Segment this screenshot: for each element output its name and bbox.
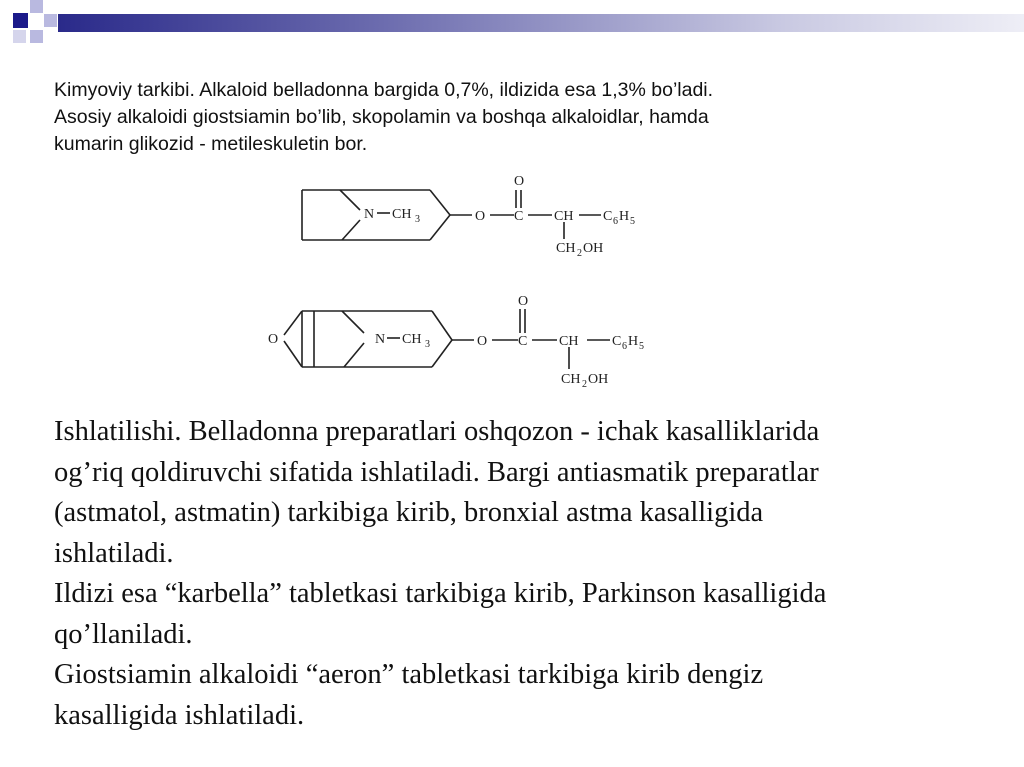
formula-label: CH [402,332,422,347]
usage-line: og’riq qoldiruvchi sifatida ishlatiladi. Bargi antiasmatik preparatlar [54,456,819,488]
formula-diagram [262,285,647,400]
usage-line: Ishlatilishi. Belladonna preparatlari oshqozon - ichak kasalliklarida [54,416,820,447]
formula-label: O [518,294,529,309]
formula-label: C [603,209,613,224]
formula-diagram [290,168,640,273]
formula-label: O [268,332,279,347]
formula-label: 5 [639,341,644,352]
usage-line: Ildizi esa “karbella” tabletkasi tarkibiga kirib, Parkinson kasalligida [54,578,827,609]
formula-label: H [619,209,630,224]
usage-line: Giostsiamin alkaloidi “aeron” tabletkasi tarkibiga kirib dengiz [54,659,764,690]
formula-label: CH [392,207,412,222]
hyoscyamine-structural-formula [290,168,640,273]
formula-label: O [475,209,486,224]
formula-label: CH [561,372,581,387]
header-square-light-1 [30,0,43,13]
usage-line: kasalligida ishlatiladi. [54,699,305,731]
formula-label: 3 [425,339,430,350]
formula-label: C [612,334,622,349]
scopolamine-structural-formula [262,285,647,400]
formula-label: H [628,334,639,349]
formula-label: OH [588,372,609,387]
usage-line: (astmatol, astmatin) tarkibiga kirib, bronxial astma kasalligida [54,497,764,528]
intro-line: Asosiy alkaloidi giostsiamin bo’lib, skopolamin va boshqa alkaloidlar, hamda [54,106,709,128]
chemical-composition-text [54,77,974,158]
formula-label: 6 [613,216,618,227]
usage-line: qo’llaniladi. [54,618,193,650]
header-square-light-2 [30,30,43,43]
formula-label: OH [583,241,604,256]
formula-label: CH [554,209,574,224]
usage-line: ishlatiladi. [54,537,174,569]
formula-label: O [477,334,488,349]
header-square-light-3 [44,14,57,27]
formula-label: C [518,334,528,349]
formula-label: 5 [630,216,635,227]
formula-label: N [364,207,375,222]
intro-line: Kimyoviy tarkibi. Alkaloid belladonna bargida 0,7%, ildizida esa 1,3% bo’ladi. [54,79,714,101]
formula-label: 3 [415,214,420,225]
formula-label: CH [556,241,576,256]
usage-text [54,412,1004,736]
header-gradient-bar [58,14,1024,32]
header-square-light-4 [13,30,26,43]
intro-line: kumarin glikozid - metileskuletin bor. [54,133,368,155]
formula-label: N [375,332,386,347]
formula-label: 6 [622,341,627,352]
formula-label: CH [559,334,579,349]
header-square-dark-1 [13,13,28,28]
formula-label: O [514,174,525,189]
formula-label: 2 [582,379,587,390]
formula-label: C [514,209,524,224]
formula-label: 2 [577,248,582,259]
